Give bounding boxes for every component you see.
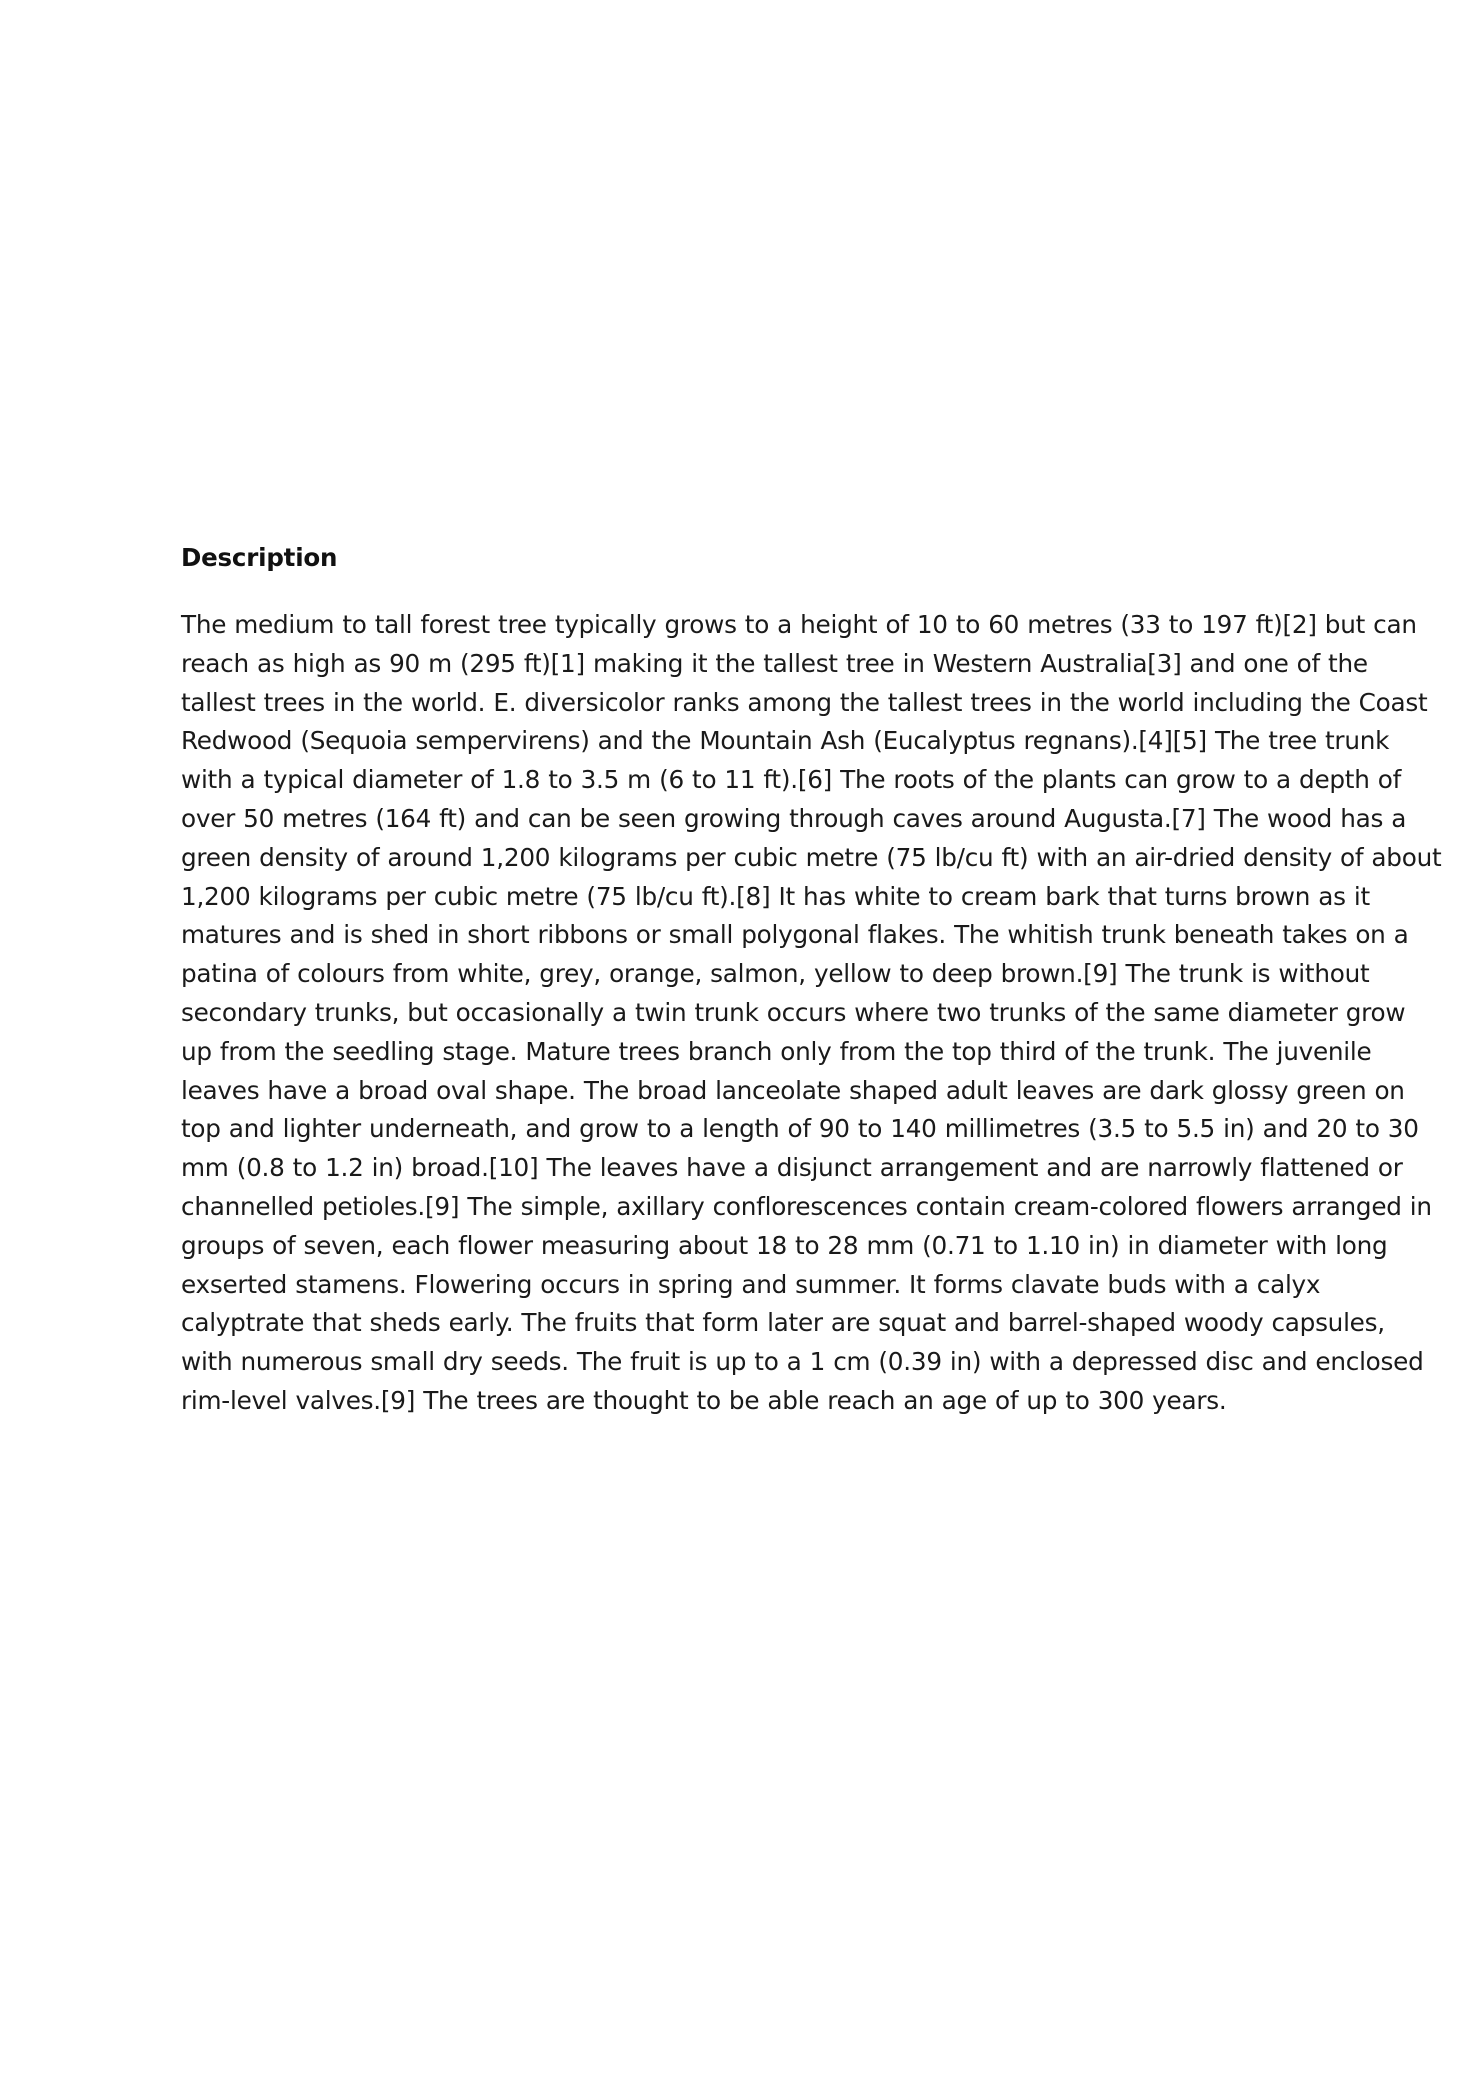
section-heading: Description: [181, 543, 338, 572]
description-section: [181, 542, 1443, 1421]
description-paragraph: The medium to tall forest tree typically grows to a height of 10 to 60 metres (33 to 197 ft)[2] but can reach as high as 90 m (295 ft)[1] making it the tallest tree in Western Australia[3] and one of the tallest trees in the world. E. diversicolor ranks among the tallest trees in the world including the Coast Redwood (Sequoia sempervirens) and the Mountain Ash (Eucalyptus regnans).[4][5] The tree trunk with a typical diameter of 1.8 to 3.5 m (6 to 11 ft).[6] The roots of the plants can grow to a depth of over 50 metres (164 ft) and can be seen growing through caves around Augusta.[7] The wood has a green density of around 1,200 kilograms per cubic metre (75 lb/cu ft) with an air-dried density of about 1,200 kilograms per cubic metre (75 lb/cu ft).[8] It has white to cream bark that turns brown as it matures and is shed in short ribbons or small polygonal flakes. The whitish trunk beneath takes on a patina of colours from white, grey, orange, salmon, yellow to deep brown.[9] The trunk is without secondary trunks, but occasionally a twin trunk occurs where two trunks of the same diameter grow up from the seedling stage. Mature trees branch only from the top third of the trunk. The juvenile leaves have a broad oval shape. The broad lanceolate shaped adult leaves are dark glossy green on top and lighter underneath, and grow to a length of 90 to 140 millimetres (3.5 to 5.5 in) and 20 to 30 mm (0.8 to 1.2 in) broad.[10] The leaves have a disjunct arrangement and are narrowly flattened or channelled petioles.[9] The simple, axillary conflorescences contain cream-colored flowers arranged in groups of seven, each flower measuring about 18 to 28 mm (0.71 to 1.10 in) in diameter with long exserted stamens. Flowering occurs in spring and summer. It forms clavate buds with a calyx calyptrate that sheds early. The fruits that form later are squat and barrel-shaped woody capsules, with numerous small dry seeds. The fruit is up to a 1 cm (0.39 in) with a depressed disc and enclosed rim-level valves.[9] The trees are thought to be able reach an age of up to 300 years.: [181, 610, 1442, 1415]
